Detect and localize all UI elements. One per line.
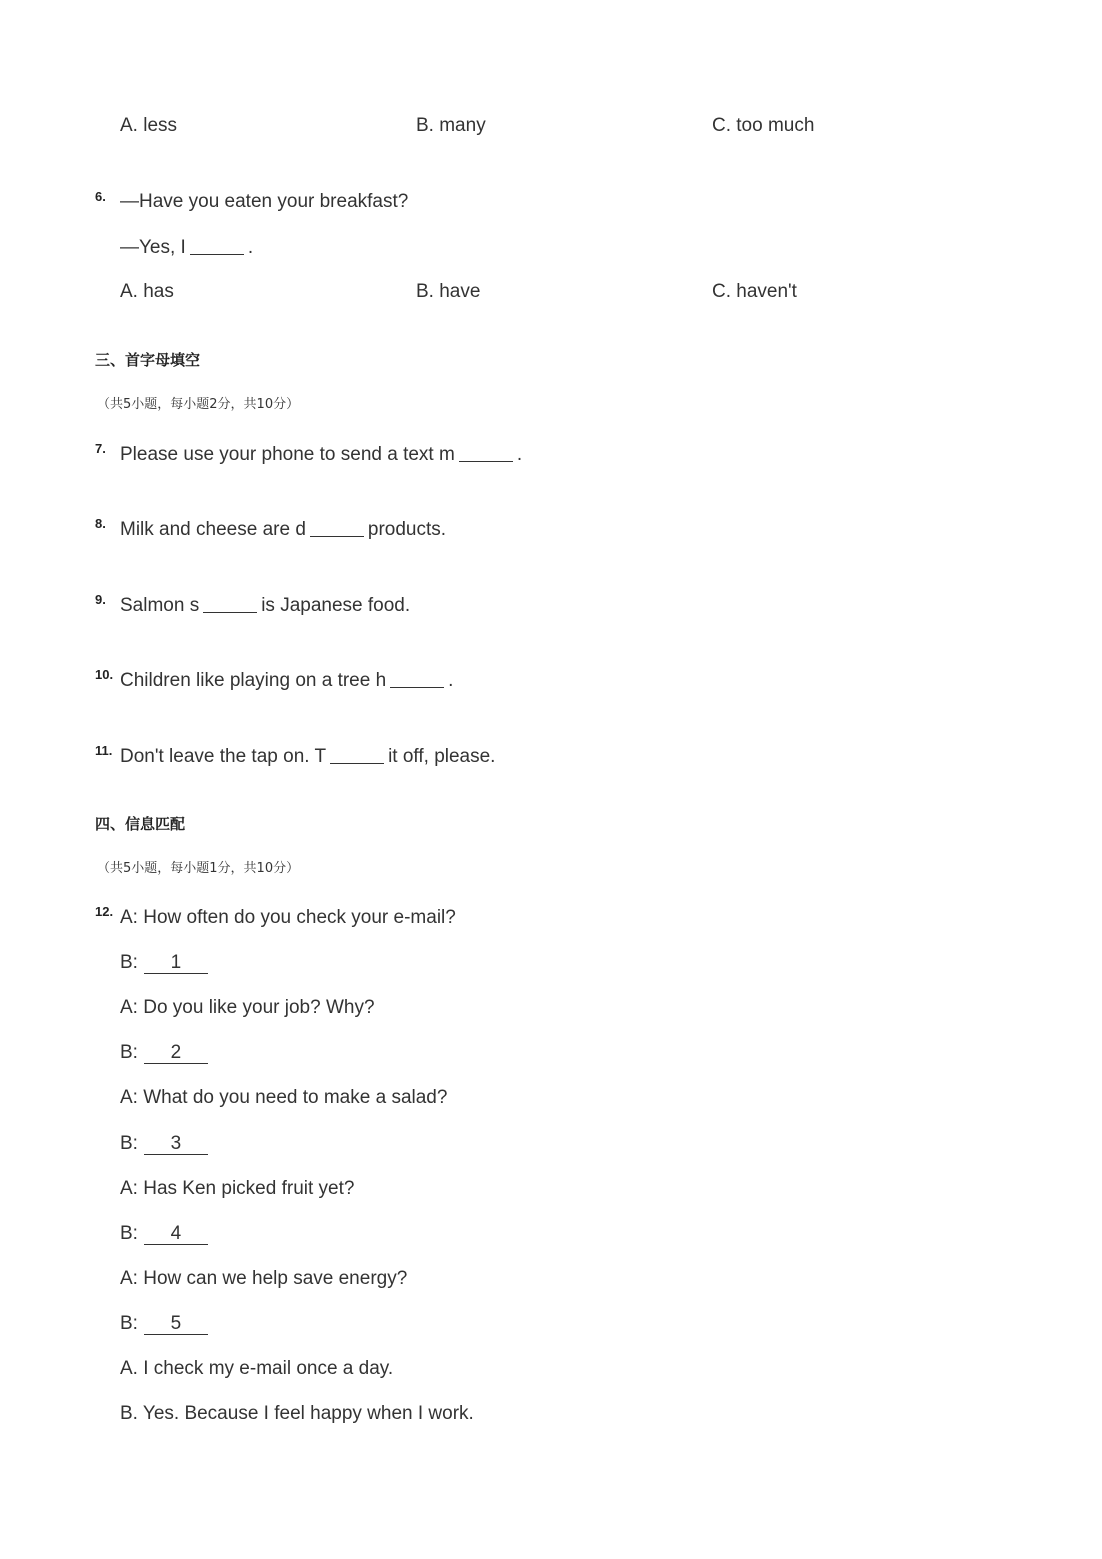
speaker-label: B: <box>120 952 138 973</box>
answer-blank[interactable] <box>459 443 513 462</box>
q12-answer-line <box>120 952 208 974</box>
answer-blank[interactable] <box>190 236 244 255</box>
answer-blank[interactable] <box>330 745 384 764</box>
dialog-text: How can we help save energy? <box>143 1268 408 1289</box>
q9-text-after: is Japanese food. <box>261 595 411 616</box>
answer-blank[interactable] <box>310 518 364 537</box>
q5-option-a[interactable]: A. less <box>120 115 178 136</box>
speaker-label: A: <box>120 1087 138 1108</box>
q6-option-b[interactable]: B. have <box>416 281 481 302</box>
section-4-note: （共5小题，每小题1分，共10分） <box>97 861 300 876</box>
speaker-label: B: <box>120 1313 138 1334</box>
q7-text-after: . <box>516 444 523 465</box>
speaker-label: A: <box>120 1178 138 1199</box>
q11-sentence <box>120 745 495 768</box>
q9-sentence <box>120 594 410 617</box>
speaker-label: B: <box>120 1042 138 1063</box>
q7-text-before: Please use your phone to send a text m <box>120 444 455 465</box>
question-number-11: 11. <box>95 743 113 758</box>
q12-answer-line <box>120 1042 208 1064</box>
question-number-10: 10. <box>95 667 114 682</box>
q8-text-before: Milk and cheese are d <box>120 519 306 540</box>
q12-dialog-line <box>120 1268 407 1290</box>
q6-option-c[interactable]: C. haven't <box>712 281 797 302</box>
q8-sentence <box>120 518 446 541</box>
speaker-label: A: <box>120 907 138 928</box>
answer-blank[interactable] <box>390 669 444 688</box>
speaker-label: B: <box>120 1133 138 1154</box>
q12-answer-line <box>120 1313 208 1335</box>
question-number-6: 6. <box>95 189 106 204</box>
q6-dialog-line-2 <box>120 236 253 259</box>
section-3-title: 三、首字母填空 <box>95 351 201 369</box>
question-number-9: 9. <box>95 592 106 607</box>
q5-option-c[interactable]: C. too much <box>712 115 815 136</box>
q6-line2-period: . <box>247 237 254 258</box>
q12-dialog-line <box>120 907 456 929</box>
question-number-12: 12. <box>95 904 114 919</box>
q6-dialog-line-1: —Have you eaten your breakfast? <box>120 191 409 212</box>
section-3-note: （共5小题，每小题2分，共10分） <box>97 397 300 412</box>
q11-text-after: it off, please. <box>388 746 496 767</box>
q11-text-before: Don't leave the tap on. T <box>120 746 327 767</box>
section-4-title: 四、信息匹配 <box>95 815 186 833</box>
q12-choice-b: B. Yes. Because I feel happy when I work. <box>120 1403 474 1424</box>
dialog-text: How often do you check your e-mail? <box>143 907 456 928</box>
q7-sentence <box>120 443 522 466</box>
q8-text-after: products. <box>367 519 447 540</box>
q12-answer-line <box>120 1223 208 1245</box>
q12-dialog-line <box>120 1178 354 1200</box>
q6-option-a[interactable]: A. has <box>120 281 174 302</box>
speaker-label: A: <box>120 997 138 1018</box>
q12-dialog-line <box>120 997 375 1019</box>
numbered-answer-blank[interactable]: 1 <box>144 953 208 974</box>
q5-option-b[interactable]: B. many <box>416 115 486 136</box>
q12-choice-a: A. I check my e-mail once a day. <box>120 1358 394 1379</box>
numbered-answer-blank[interactable]: 2 <box>144 1043 208 1064</box>
numbered-answer-blank[interactable]: 5 <box>144 1314 208 1335</box>
speaker-label: B: <box>120 1223 138 1244</box>
q12-dialog-line <box>120 1087 447 1109</box>
question-number-7: 7. <box>95 441 106 456</box>
q10-sentence <box>120 669 453 692</box>
q10-text-after: . <box>448 670 454 691</box>
speaker-label: A: <box>120 1268 138 1289</box>
dialog-text: Do you like your job? Why? <box>143 997 375 1018</box>
dialog-text: Has Ken picked fruit yet? <box>143 1178 355 1199</box>
q10-text-before: Children like playing on a tree h <box>120 670 387 691</box>
q12-answer-line <box>120 1133 208 1155</box>
q9-text-before: Salmon s <box>120 595 200 616</box>
numbered-answer-blank[interactable]: 3 <box>144 1134 208 1155</box>
answer-blank[interactable] <box>203 594 257 613</box>
question-number-8: 8. <box>95 516 106 531</box>
dialog-text: What do you need to make a salad? <box>143 1087 448 1108</box>
numbered-answer-blank[interactable]: 4 <box>144 1224 208 1245</box>
q6-line2-text: —Yes, I <box>120 237 186 258</box>
